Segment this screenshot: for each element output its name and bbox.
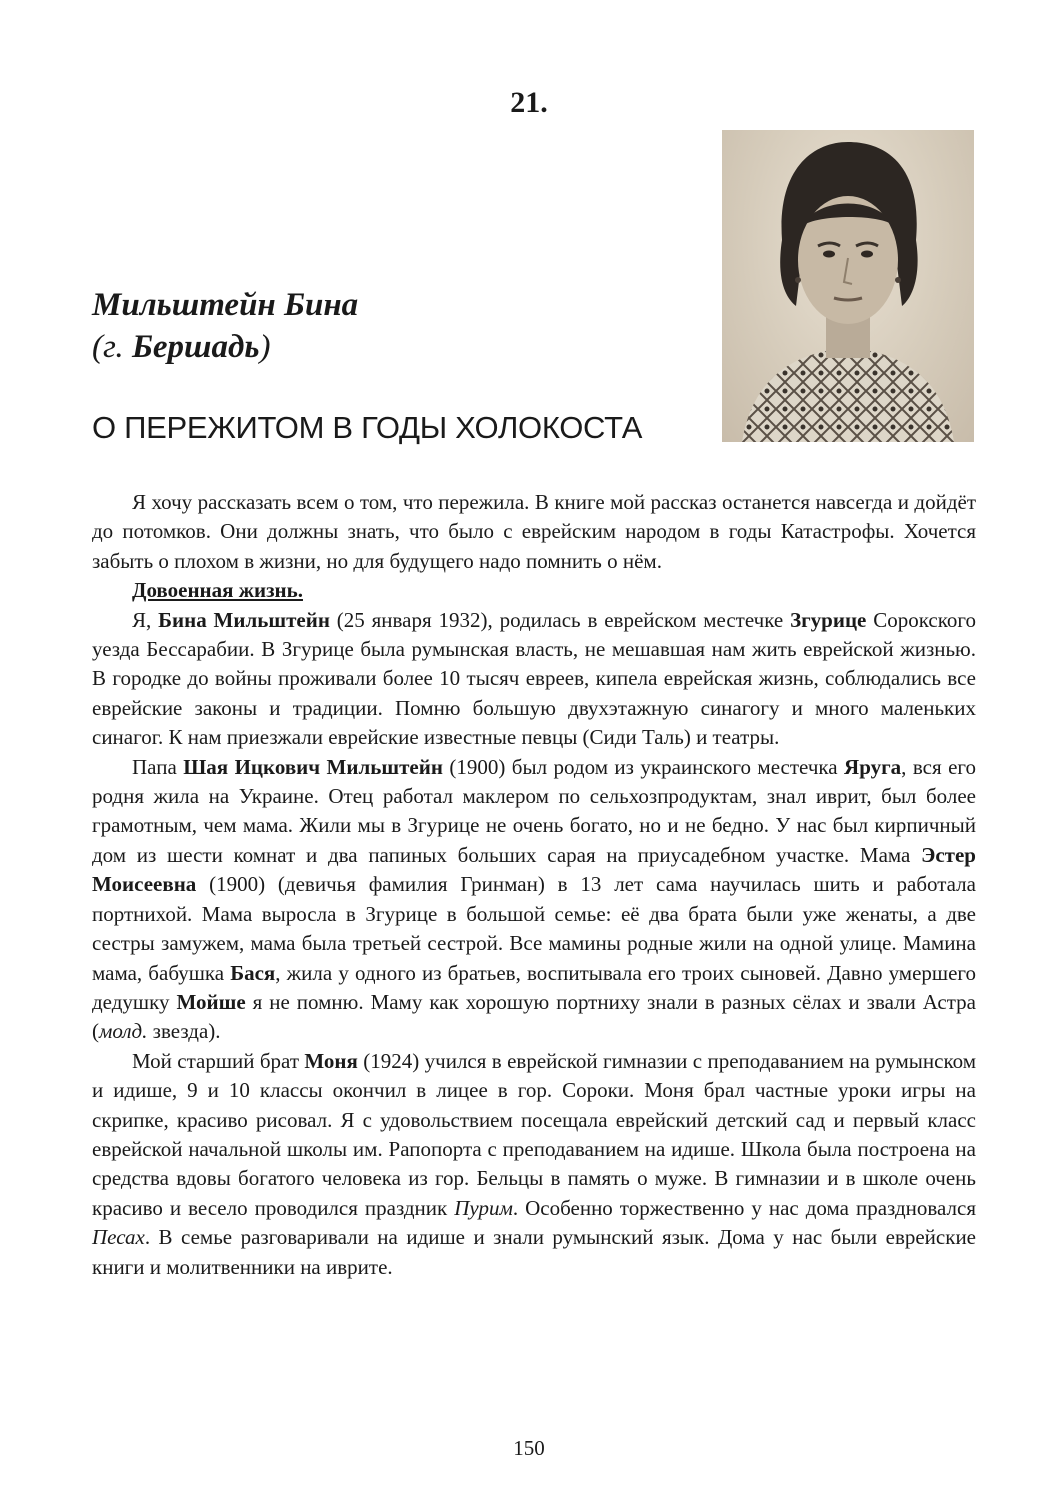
bold-run: Яруга xyxy=(844,754,902,779)
page-number: 150 xyxy=(513,1436,545,1460)
bold-run: Мойше xyxy=(176,989,246,1014)
section-heading: Довоенная жизнь. xyxy=(132,578,303,603)
italic-run: Пурим xyxy=(454,1195,513,1220)
paragraph xyxy=(92,488,976,576)
text-run: Мой старший брат xyxy=(132,1048,305,1073)
bold-run: Бася xyxy=(230,960,276,985)
text-run: Я хочу рассказать всем о том, что пережила. В книге мой рассказ останется навсегда и дойдёт до потомков. Они должны знать, что было с еврейским народом в годы Катастрофы. Хочется забыть о плохом в жизни, но для будущего надо помнить о нём. xyxy=(92,490,976,573)
paragraph xyxy=(92,753,976,1047)
text-run: (1924) учился в еврейской гимназии с преподаванием на румынском и идише, 9 и 10 классы окончил в лицее в гор. Сороки. Моня брал частные уроки игры на скрипке, красиво рисовал. Я с удовольствием посещала еврейский детский сад и первый класс еврейской начальной школы им. Рапопорта с преподаванием на идише. Школа была построена на средства вдовы богатого человека из гор. Бельцы в память о муже. В гимназии и в школе очень красиво и весело проводился праздник xyxy=(92,1048,976,1220)
bold-run: Бина Мильштейн xyxy=(158,607,330,632)
portrait-photo-icon xyxy=(722,130,974,442)
text-run: . В семье разговаривали на идише и знали румынский язык. Дома у нас были еврейские книги и молитвенники на иврите. xyxy=(92,1225,976,1279)
body-text xyxy=(92,488,976,1282)
text-run: , вся его родня жила на Украине. Отец работал маклером по сельхозпродуктам, знал иврит, был более грамотным, чем мама. Жили мы в Згурице не очень богато, но и не бедно. У нас был кирпичный дом из шести комнат и два папиных больших сарая на приусадебном участке. Мама xyxy=(92,754,976,867)
text-run: Я, xyxy=(132,607,159,632)
author-place-prefix: (г. xyxy=(92,329,132,365)
paragraph xyxy=(92,1047,976,1282)
author-place-suffix: ) xyxy=(259,329,271,365)
text-run: звезда). xyxy=(147,1019,221,1044)
story-title: О ПЕРЕЖИТОМ В ГОДЫ ХОЛОКОСТА xyxy=(92,410,643,445)
text-run: я не помню. Маму как хорошую портниху знали в разных сёлах и звали Астра ( xyxy=(92,989,976,1044)
text-run: . Особенно торжественно у нас дома праздновался xyxy=(512,1195,976,1220)
portrait-photo xyxy=(722,130,974,442)
bold-run: Згурице xyxy=(790,607,867,632)
paragraph xyxy=(92,576,976,605)
bold-run: Моня xyxy=(304,1048,358,1073)
text-run: Сорокского уезда Бессарабии. В Згурице была румынская власть, не мешавшая нам жить еврейской жизнью. В городке до войны проживали более 10 тысяч евреев, кипела еврейская жизнь, соблюдались все еврейские законы и традиции. Помню большую двухэтажную синагогу и много маленьких синагог. К нам приезжали еврейские известные певцы (Сиди Таль) и театры. xyxy=(92,607,976,750)
author-name: Мильштейн Бина xyxy=(92,287,359,323)
italic-run: молд. xyxy=(99,1019,148,1044)
text-run: Папа xyxy=(132,754,184,779)
text-run: (1900) был родом из украинского местечка xyxy=(442,754,845,779)
author-place xyxy=(92,326,271,368)
text-run: , жила у одного из братьев, воспитывала его троих сыновей. Давно умершего дедушку xyxy=(92,960,976,1014)
author-place-name: Бершадь xyxy=(131,329,260,365)
paragraph xyxy=(92,606,976,753)
bold-run: Эстер Моисеевна xyxy=(92,842,976,897)
bold-run: Шая Ицкович Мильштейн xyxy=(183,754,443,779)
chapter-number: 21. xyxy=(510,86,548,119)
text-run: (25 января 1932), родилась в еврейском местечке xyxy=(329,607,791,632)
italic-run: Песах xyxy=(92,1225,145,1250)
text-run: (1900) (девичья фамилия Гринман) в 13 лет сама научилась шить и работала портнихой. Мама выросла в Згурице в большой семье: её два брата были уже женаты, а две сестры замужем, мама была третьей сестрой. Все мамины родные жили на одной улице. Мамина мама, бабушка xyxy=(92,872,976,985)
